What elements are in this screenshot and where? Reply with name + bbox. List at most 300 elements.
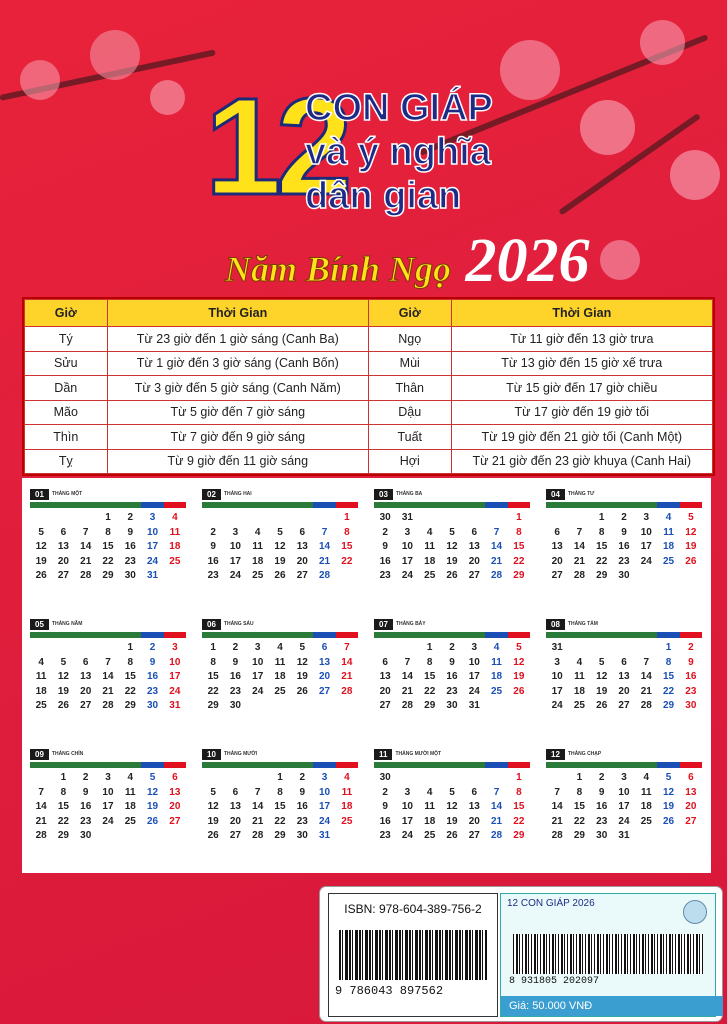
day-cell: 27 (229, 830, 241, 841)
hour-name-cell: Thìn (25, 425, 108, 450)
day-cell: 10 (102, 786, 114, 798)
day-cell: 8 (665, 656, 672, 668)
weekday-cell (291, 632, 313, 638)
weekday-cell (485, 632, 507, 638)
day-cell: 27 (57, 570, 69, 581)
weekday-cell (441, 762, 463, 768)
weekday-cell (164, 762, 186, 768)
day-cell (52, 512, 74, 527)
day-cell: 24 (468, 685, 480, 697)
day-cell: 10 (551, 671, 563, 682)
weekday-cell (419, 632, 441, 638)
day-cell: 12 (685, 526, 697, 538)
day-cell: 19 (296, 671, 308, 682)
day-cell: 11 (35, 671, 47, 682)
hours-row (25, 425, 713, 450)
day-cell: 30 (446, 700, 458, 711)
day-cell (635, 830, 657, 845)
weekday-cell (546, 762, 568, 768)
seal-icon (683, 900, 707, 924)
day-cell: 14 (319, 541, 331, 552)
hours-row (25, 327, 713, 352)
day-cell: 8 (576, 786, 583, 798)
day-cell: 2 (621, 512, 627, 523)
day-cell: 15 (596, 541, 608, 552)
weekday-cell (613, 502, 635, 508)
day-cell: 9 (382, 541, 388, 552)
hour-name-cell: Dần (25, 376, 108, 401)
day-cell: 7 (82, 526, 89, 538)
weekday-cell (269, 502, 291, 508)
weekday-cell (441, 502, 463, 508)
hour-range-cell: Từ 5 giờ đến 7 giờ sáng (107, 400, 368, 425)
day-cell (291, 700, 313, 715)
day-cell: 5 (60, 656, 67, 668)
day-cell: 3 (471, 642, 478, 653)
hour-name-cell: Mão (25, 400, 108, 425)
day-cell: 5 (598, 656, 605, 668)
day-cell: 21 (341, 671, 353, 682)
day-cell (680, 830, 702, 845)
day-cell: 29 (102, 570, 114, 581)
hours-row (25, 376, 713, 401)
day-cell: 1 (598, 512, 605, 523)
day-cell: 16 (124, 541, 136, 552)
day-cell: 18 (424, 555, 436, 567)
month-number: 06 (202, 619, 221, 630)
day-cell: 4 (344, 772, 350, 783)
month-number: 09 (30, 749, 49, 760)
day-cell: 10 (252, 656, 264, 668)
day-cell: 9 (127, 526, 134, 538)
day-cell: 23 (207, 570, 219, 581)
weekday-cell (141, 762, 163, 768)
day-cell: 28 (80, 570, 92, 581)
day-cell: 24 (551, 700, 563, 711)
weekday-cell (613, 632, 635, 638)
day-cell (75, 642, 97, 657)
day-cell: 16 (207, 555, 219, 567)
day-cell (202, 512, 224, 527)
day-cell: 7 (105, 656, 111, 668)
weekday-cell (680, 502, 702, 508)
month-number: 07 (374, 619, 393, 630)
day-cell: 13 (80, 671, 92, 682)
day-cell: 16 (618, 541, 630, 552)
month-name: THÁNG TÁM (567, 621, 598, 627)
day-cell: 27 (379, 700, 391, 711)
weekday-cell (463, 762, 485, 768)
day-cell: 13 (685, 786, 697, 798)
day-cell: 20 (296, 555, 308, 567)
day-cell: 31 (551, 642, 563, 653)
day-cell (568, 642, 590, 657)
day-cell (419, 772, 441, 787)
day-cell: 8 (516, 526, 522, 538)
day-cell: 31 (319, 830, 331, 841)
day-cell: 11 (274, 656, 286, 668)
day-cell: 28 (573, 570, 585, 581)
month-name: THÁNG BẢY (395, 621, 426, 627)
day-cell: 26 (596, 700, 608, 711)
weekday-cell (680, 762, 702, 768)
month-name: THÁNG SÁU (223, 621, 254, 627)
day-cell: 13 (169, 786, 181, 798)
day-cell: 5 (449, 526, 455, 538)
hour-range-cell: Từ 13 giờ đến 15 giờ xế trưa (451, 351, 712, 376)
weekday-cell (591, 762, 613, 768)
weekday-cell (546, 502, 568, 508)
day-cell: 25 (252, 570, 264, 581)
day-cell: 3 (172, 642, 178, 653)
day-cell: 8 (277, 786, 283, 798)
weekday-bar (202, 502, 358, 508)
day-cell: 22 (341, 555, 353, 567)
weekday-bar (202, 632, 358, 638)
weekday-cell (224, 502, 246, 508)
weekday-bar (30, 502, 186, 508)
day-cell: 18 (252, 555, 264, 567)
day-cell: 22 (424, 685, 436, 697)
day-cell: 1 (665, 642, 672, 653)
day-cell: 21 (401, 685, 413, 697)
day-cell: 4 (665, 512, 672, 523)
weekday-cell (396, 762, 418, 768)
day-cell: 20 (379, 685, 391, 697)
hour-name-cell: Dậu (368, 400, 451, 425)
day-cell: 14 (35, 801, 47, 812)
weekday-cell (291, 762, 313, 768)
day-cell: 16 (379, 815, 391, 827)
day-cell: 15 (513, 801, 525, 812)
day-cell: 31 (618, 830, 630, 841)
day-cell: 14 (491, 541, 503, 552)
day-cell: 15 (341, 541, 353, 552)
day-cell: 27 (685, 815, 697, 827)
day-cell: 6 (382, 656, 388, 668)
day-cell: 8 (210, 656, 216, 668)
day-cell: 25 (640, 815, 652, 827)
day-cell: 20 (468, 815, 480, 827)
weekday-cell (97, 632, 119, 638)
day-cell: 3 (321, 772, 328, 783)
isbn-digits: 9 786043 897562 (335, 984, 444, 998)
hour-name-cell: Thân (368, 376, 451, 401)
header-gio-1: Giờ (25, 300, 108, 327)
weekday-cell (313, 632, 335, 638)
isbn-block (328, 893, 498, 1017)
month-05 (26, 612, 188, 732)
day-cell: 2 (149, 642, 156, 653)
day-cell (396, 772, 418, 787)
day-cell: 29 (596, 570, 608, 581)
hours-table (22, 297, 715, 476)
day-cell: 6 (554, 526, 560, 538)
day-cell: 1 (516, 772, 522, 783)
weekday-cell (119, 762, 141, 768)
day-cell: 24 (147, 555, 159, 567)
day-cell: 26 (57, 700, 69, 711)
weekday-cell (568, 632, 590, 638)
day-cell: 25 (341, 815, 353, 827)
day-cell: 19 (274, 555, 286, 567)
day-cell: 21 (551, 815, 563, 827)
month-number: 11 (374, 749, 392, 760)
day-cell: 26 (35, 570, 47, 581)
day-cell: 27 (319, 685, 331, 697)
month-header (30, 618, 82, 630)
day-cell: 26 (513, 685, 525, 697)
day-cell (485, 772, 507, 787)
day-cell: 23 (80, 815, 92, 827)
weekday-cell (75, 632, 97, 638)
month-name: THÁNG HAI (223, 491, 252, 497)
month-06 (198, 612, 360, 732)
day-cell: 20 (229, 815, 241, 827)
day-cell: 23 (229, 685, 241, 697)
day-cell: 9 (621, 526, 627, 538)
day-cell: 19 (147, 801, 159, 812)
day-cell: 10 (229, 541, 241, 552)
day-cell: 6 (82, 656, 89, 668)
day-cell: 11 (124, 786, 136, 798)
day-cell: 12 (446, 541, 458, 552)
day-cell (635, 570, 657, 585)
day-cell: 9 (232, 656, 239, 668)
day-cell: 23 (596, 815, 608, 827)
day-cell: 2 (449, 642, 455, 653)
day-cell: 4 (38, 656, 44, 668)
day-cell: 30 (80, 830, 92, 841)
day-cell: 8 (598, 526, 605, 538)
isbn-label: ISBN: 978-604-389-756-2 (344, 902, 482, 916)
day-cell: 19 (207, 815, 219, 827)
month-08 (542, 612, 704, 732)
day-cell: 22 (207, 685, 219, 697)
hour-range-cell: Từ 19 giờ đến 21 giờ tối (Canh Một) (451, 425, 712, 450)
weekday-cell (269, 762, 291, 768)
day-cell (269, 700, 291, 715)
day-cell: 6 (688, 772, 694, 783)
day-cell: 5 (149, 772, 156, 783)
day-cell: 1 (60, 772, 67, 783)
weekday-cell (568, 762, 590, 768)
day-cell: 4 (426, 786, 433, 798)
day-cell: 18 (640, 801, 652, 812)
weekday-cell (202, 632, 224, 638)
day-cell: 4 (493, 642, 500, 653)
day-cell: 4 (254, 526, 261, 538)
weekday-cell (485, 502, 507, 508)
weekday-cell (224, 632, 246, 638)
hour-range-cell: Từ 1 giờ đến 3 giờ sáng (Canh Bốn) (107, 351, 368, 376)
day-cell: 7 (576, 526, 583, 538)
day-cell (291, 512, 313, 527)
day-cell: 28 (401, 700, 413, 711)
day-cell (52, 642, 74, 657)
day-cell: 16 (80, 801, 92, 812)
day-cell: 21 (491, 555, 503, 567)
month-header (374, 618, 426, 630)
day-cell: 24 (640, 555, 652, 567)
day-cell (269, 512, 291, 527)
day-cell: 31 (169, 700, 181, 711)
day-cell: 10 (147, 526, 159, 538)
day-cell: 28 (341, 685, 353, 697)
weekday-cell (247, 762, 269, 768)
day-cell: 3 (554, 656, 560, 668)
weekday-cell (657, 762, 679, 768)
day-cell: 30 (685, 700, 697, 711)
month-11 (370, 742, 532, 862)
day-cell: 1 (210, 642, 216, 653)
weekday-bar (374, 762, 530, 768)
day-cell: 11 (663, 526, 674, 538)
day-cell: 2 (382, 526, 388, 538)
day-grid (546, 772, 702, 845)
day-cell (336, 830, 358, 845)
day-cell: 20 (551, 555, 563, 567)
day-cell: 6 (299, 526, 306, 538)
day-cell: 22 (663, 685, 675, 697)
weekday-cell (52, 632, 74, 638)
day-cell (546, 512, 568, 527)
barcode-panel (320, 887, 722, 1021)
day-cell: 15 (57, 801, 69, 812)
day-cell: 31 (147, 570, 159, 581)
day-cell: 15 (102, 541, 114, 552)
day-cell: 27 (169, 815, 181, 827)
weekday-cell (680, 632, 702, 638)
hour-range-cell: Từ 23 giờ đến 1 giờ sáng (Canh Ba) (107, 327, 368, 352)
day-cell: 22 (57, 815, 69, 827)
month-number: 10 (202, 749, 221, 760)
day-cell: 18 (169, 541, 181, 552)
day-cell: 20 (618, 685, 630, 697)
month-10 (198, 742, 360, 862)
day-cell: 26 (274, 570, 286, 581)
weekday-cell (291, 502, 313, 508)
day-cell: 4 (643, 772, 650, 783)
day-cell: 28 (491, 570, 503, 581)
day-grid (202, 642, 358, 715)
weekday-cell (269, 632, 291, 638)
day-cell: 13 (551, 541, 563, 552)
day-cell: 23 (379, 830, 391, 841)
day-cell: 14 (573, 541, 585, 552)
weekday-cell (396, 502, 418, 508)
day-cell: 5 (688, 512, 694, 523)
hour-range-cell: Từ 15 giờ đến 17 giờ chiều (451, 376, 712, 401)
day-cell: 23 (147, 685, 159, 697)
day-grid (30, 772, 186, 845)
day-cell: 9 (382, 801, 388, 812)
product-barcode (513, 934, 703, 974)
day-cell: 22 (124, 685, 136, 697)
day-cell: 8 (344, 526, 350, 538)
month-01 (26, 482, 188, 602)
day-cell (546, 772, 568, 787)
day-cell: 11 (341, 786, 353, 798)
day-cell: 12 (35, 541, 47, 552)
weekday-bar (374, 502, 530, 508)
day-cell: 8 (516, 786, 522, 798)
day-cell: 9 (149, 656, 156, 668)
day-cell: 25 (35, 700, 47, 711)
day-cell: 14 (401, 671, 413, 682)
day-cell: 15 (424, 671, 436, 682)
day-cell: 21 (319, 555, 331, 567)
day-cell: 14 (341, 656, 353, 668)
month-name: THÁNG MƯỜI MỘT (395, 751, 442, 757)
hours-row (25, 449, 713, 474)
product-title: 12 CON GIÁP 2026 (507, 898, 595, 909)
weekday-cell (52, 762, 74, 768)
day-cell: 17 (618, 801, 630, 812)
weekday-cell (119, 502, 141, 508)
weekday-cell (336, 762, 358, 768)
day-cell: 17 (640, 541, 652, 552)
day-cell: 31 (468, 700, 480, 711)
day-cell: 24 (229, 570, 241, 581)
day-cell: 29 (207, 700, 219, 711)
day-cell: 8 (127, 656, 134, 668)
day-cell: 26 (147, 815, 159, 827)
day-cell: 1 (426, 642, 433, 653)
day-cell: 12 (446, 801, 458, 812)
weekday-cell (30, 762, 52, 768)
weekday-cell (374, 632, 396, 638)
weekday-cell (508, 502, 530, 508)
day-cell: 16 (229, 671, 241, 682)
day-cell: 26 (446, 830, 458, 841)
day-grid (202, 772, 358, 845)
day-cell: 29 (513, 830, 525, 841)
day-cell (463, 772, 485, 787)
day-cell: 23 (618, 555, 630, 567)
day-cell: 23 (124, 555, 136, 567)
day-cell: 12 (296, 656, 308, 668)
weekday-cell (30, 632, 52, 638)
day-cell (224, 772, 246, 787)
day-cell: 21 (573, 555, 585, 567)
month-number: 05 (30, 619, 49, 630)
day-cell: 3 (149, 512, 156, 523)
price-block (500, 893, 716, 1017)
month-12 (542, 742, 704, 862)
day-cell: 28 (102, 700, 114, 711)
hour-range-cell: Từ 11 giờ đến 13 giờ trưa (451, 327, 712, 352)
weekday-cell (635, 502, 657, 508)
day-cell: 28 (551, 830, 563, 841)
day-cell: 29 (274, 830, 286, 841)
weekday-cell (635, 762, 657, 768)
day-cell: 5 (516, 642, 522, 653)
day-cell: 19 (513, 671, 525, 682)
day-cell: 1 (576, 772, 583, 783)
day-cell: 22 (596, 555, 608, 567)
day-cell: 18 (663, 541, 675, 552)
day-cell: 19 (446, 815, 458, 827)
day-cell: 29 (424, 700, 436, 711)
day-cell: 23 (296, 815, 308, 827)
day-cell (591, 642, 613, 657)
day-cell (336, 700, 358, 715)
month-name: THÁNG CHẠP (567, 751, 602, 757)
weekday-cell (657, 632, 679, 638)
day-cell (313, 512, 335, 527)
day-cell: 2 (688, 642, 694, 653)
